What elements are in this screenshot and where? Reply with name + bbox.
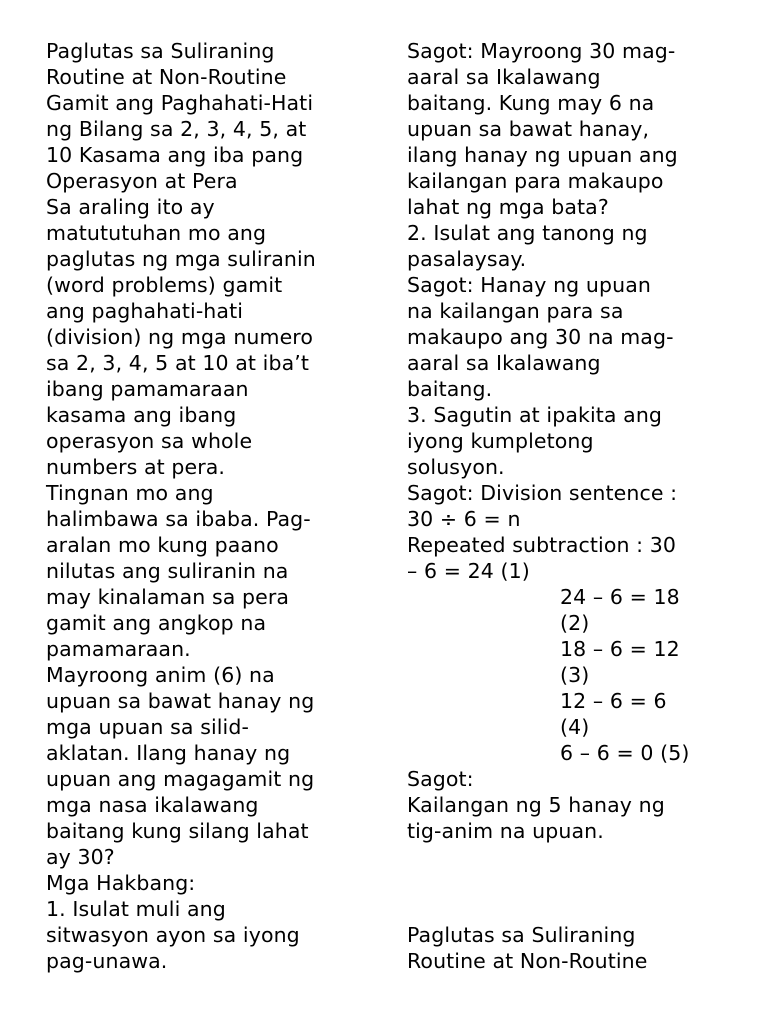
text-line: Tingnan mo ang <box>46 481 214 505</box>
text-line: kasama ang ibang <box>46 403 237 427</box>
next-section-heading <box>407 922 737 974</box>
text-line: Paglutas sa Suliraning <box>407 923 636 947</box>
text-line: 10 Kasama ang iba pang <box>46 143 304 167</box>
subtraction-step: 12 – 6 = 6 <box>560 689 667 713</box>
subtraction-step: 6 – 6 = 0 (5) <box>560 741 690 765</box>
text-line: numbers at pera. <box>46 455 226 479</box>
text-line: Operasyon at Pera <box>46 169 238 193</box>
text-line: 2. Isulat ang tanong ng <box>407 221 648 245</box>
text-line: pamamaraan. <box>46 637 191 661</box>
text-line: solusyon. <box>407 455 505 479</box>
text-line: ang paghahati-hati <box>46 299 244 323</box>
text-line: Sagot: Hanay ng upuan <box>407 273 651 297</box>
text-line: Mga Hakbang: <box>46 871 196 895</box>
text-line: sa 2, 3, 4, 5 at 10 at iba’t <box>46 351 310 375</box>
text-line: (word problems) gamit <box>46 273 283 297</box>
text-line: Sa araling ito ay <box>46 195 215 219</box>
text-line: mga nasa ikalawang <box>46 793 259 817</box>
text-line: mga upuan sa silid- <box>46 715 249 739</box>
text-line: upuan ang magagamit ng <box>46 767 315 791</box>
text-line: ng Bilang sa 2, 3, 4, 5, at <box>46 117 307 141</box>
subtraction-step: (2) <box>560 611 590 635</box>
text-line: Paglutas sa Suliraning <box>46 39 275 63</box>
text-line: pasalaysay. <box>407 247 527 271</box>
text-line: upuan sa bawat hanay, <box>407 117 650 141</box>
text-line: Sagot: Division sentence : <box>407 481 678 505</box>
text-line: nilutas ang suliranin na <box>46 559 289 583</box>
subtraction-step: 18 – 6 = 12 <box>560 637 680 661</box>
text-line: Routine at Non-Routine <box>407 949 648 973</box>
text-line: upuan sa bawat hanay ng <box>46 689 315 713</box>
text-line: gamit ang angkop na <box>46 611 267 635</box>
subtraction-step: (4) <box>560 715 590 739</box>
text-line: aaral sa Ikalawang <box>407 65 601 89</box>
text-line: 1. Isulat muli ang <box>46 897 226 921</box>
text-line: lahat ng mga bata? <box>407 195 609 219</box>
text-line: kailangan para makaupo <box>407 169 664 193</box>
text-line: Mayroong anim (6) na <box>46 663 275 687</box>
text-line: Kailangan ng 5 hanay ng <box>407 793 665 817</box>
subtraction-step: 24 – 6 = 18 <box>560 585 680 609</box>
text-line: aaral sa Ikalawang <box>407 351 601 375</box>
subtraction-step: (3) <box>560 663 590 687</box>
text-line: – 6 = 24 (1) <box>407 559 530 583</box>
text-line: Routine at Non-Routine <box>46 65 287 89</box>
text-line: 30 ÷ 6 = n <box>407 507 521 531</box>
text-line: (division) ng mga numero <box>46 325 314 349</box>
text-line: na kailangan para sa <box>407 299 624 323</box>
spacer <box>407 844 737 922</box>
text-line: ilang hanay ng upuan ang <box>407 143 678 167</box>
text-line: baitang. <box>407 377 493 401</box>
text-line: Repeated subtraction : 30 <box>407 533 677 557</box>
text-line: aklatan. Ilang hanay ng <box>46 741 291 765</box>
text-line: baitang kung silang lahat <box>46 819 309 843</box>
text-line: Gamit ang Paghahati-Hati <box>46 91 314 115</box>
text-line: tig-anim na upuan. <box>407 819 604 843</box>
text-line: paglutas ng mga suliranin <box>46 247 316 271</box>
text-line: pag-unawa. <box>46 949 168 973</box>
text-line: sitwasyon ayon sa iyong <box>46 923 300 947</box>
text-line: may kinalaman sa pera <box>46 585 290 609</box>
text-line: iyong kumpletong <box>407 429 594 453</box>
subtraction-steps <box>407 584 737 766</box>
text-line: ibang pamamaraan <box>46 377 249 401</box>
right-column <box>407 38 737 974</box>
text-line: aralan mo kung paano <box>46 533 279 557</box>
left-column <box>46 38 366 974</box>
text-line: 3. Sagutin at ipakita ang <box>407 403 663 427</box>
final-answer <box>407 766 737 844</box>
text-line: matututuhan mo ang <box>46 221 267 245</box>
text-line: halimbawa sa ibaba. Pag- <box>46 507 311 531</box>
text-line: ay 30? <box>46 845 115 869</box>
text-line: Sagot: Mayroong 30 mag- <box>407 39 676 63</box>
text-line: makaupo ang 30 na mag- <box>407 325 674 349</box>
text-line: Sagot: <box>407 767 474 791</box>
text-line: baitang. Kung may 6 na <box>407 91 655 115</box>
text-line: operasyon sa whole <box>46 429 253 453</box>
